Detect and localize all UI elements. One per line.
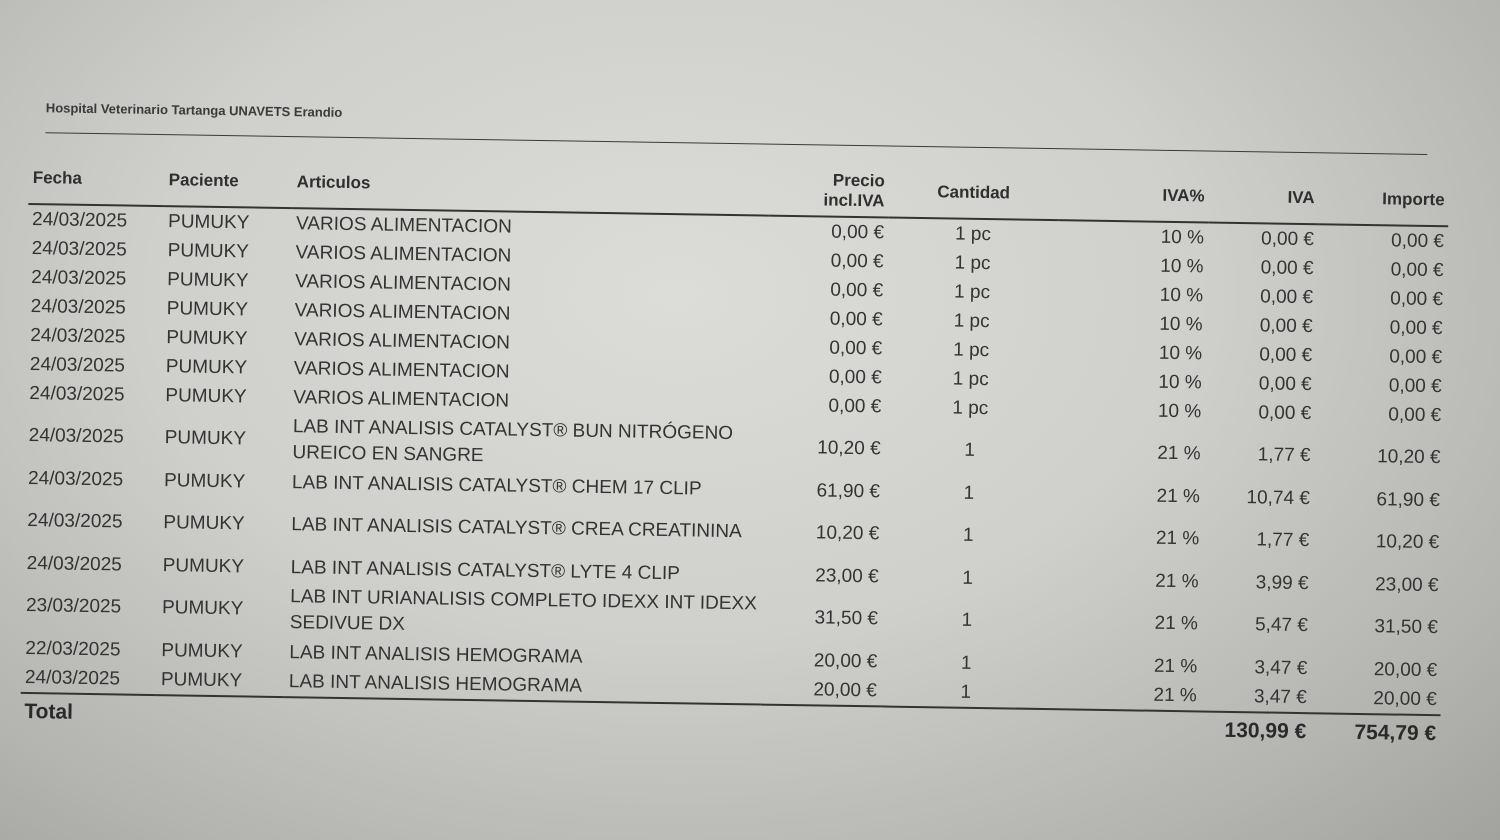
cell-iva: 0,00 € — [1258, 401, 1312, 424]
cell-iva-pct: 10 % — [1159, 284, 1204, 306]
cell-cantidad: 1 pc — [952, 368, 989, 390]
col-header-precio-line1: Precio — [832, 170, 885, 191]
cell-precio: 61,90 € — [816, 479, 881, 502]
cell-cantidad: 1 pc — [954, 223, 992, 245]
cell-precio: 0,00 € — [830, 250, 884, 272]
cell-iva-pct: 10 % — [1160, 226, 1205, 248]
clinic-name: Hospital Veterinario Tartanga UNAVETS Erandio — [45, 100, 343, 120]
cell-importe: 10,20 € — [1375, 531, 1440, 554]
cell-paciente: PUMUKY — [160, 668, 243, 691]
cell-cantidad: 1 pc — [953, 339, 990, 361]
cell-paciente: PUMUKY — [167, 210, 250, 233]
cell-iva-pct: 10 % — [1158, 342, 1203, 364]
cell-paciente: PUMUKY — [164, 427, 247, 450]
cell-iva: 0,00 € — [1259, 343, 1313, 366]
cell-cantidad: 1 — [960, 652, 972, 674]
cell-paciente: PUMUKY — [166, 297, 249, 320]
col-header-importe: Importe — [1318, 173, 1449, 226]
cell-precio: 0,00 € — [831, 221, 885, 243]
cell-importe: 61,90 € — [1376, 488, 1441, 511]
cell-paciente: PUMUKY — [163, 512, 245, 535]
cell-fecha: 24/03/2025 — [31, 208, 128, 232]
cell-paciente: PUMUKY — [163, 469, 246, 492]
col-header-cantidad: Cantidad — [888, 167, 1059, 221]
table-body — [21, 204, 1449, 715]
cell-articulo: LAB INT ANALISIS HEMOGRAMA — [288, 670, 583, 697]
col-header-iva-pct: IVA% — [1058, 169, 1209, 222]
cell-precio: 0,00 € — [829, 337, 883, 359]
cell-importe: 20,00 € — [1373, 687, 1437, 710]
cell-precio: 0,00 € — [829, 308, 883, 330]
cell-iva-pct: 10 % — [1157, 400, 1202, 422]
cell-iva-pct: 21 % — [1153, 655, 1198, 677]
cell-iva: 3,47 € — [1254, 656, 1308, 679]
cell-importe: 0,00 € — [1388, 374, 1442, 397]
cell-articulo: VARIOS ALIMENTACION — [293, 386, 510, 412]
cell-articulo: LAB INT URIANALISIS COMPLETO IDEXX INT IDEXX SEDIVUE DX — [289, 586, 758, 635]
cell-precio: 31,50 € — [814, 607, 879, 630]
cell-articulo: LAB INT ANALISIS CATALYST® CREA CREATININA — [291, 514, 742, 543]
cell-fecha: 24/03/2025 — [29, 353, 126, 377]
cell-importe: 0,00 € — [1390, 287, 1444, 310]
cell-iva: 0,00 € — [1260, 227, 1315, 250]
col-header-precio — [768, 165, 889, 218]
cell-cantidad: 1 — [961, 609, 973, 631]
cell-paciente: PUMUKY — [166, 326, 248, 349]
invoice-sheet — [20, 100, 1460, 752]
total-iva: 130,99 € — [1200, 711, 1311, 750]
cell-importe: 0,00 € — [1390, 229, 1445, 252]
cell-paciente: PUMUKY — [165, 384, 247, 407]
cell-paciente: PUMUKY — [162, 554, 245, 577]
cell-precio: 23,00 € — [815, 564, 879, 587]
col-header-articulos: Articulos — [292, 157, 769, 215]
cell-precio: 0,00 € — [828, 366, 882, 388]
cell-fecha: 24/03/2025 — [31, 266, 127, 290]
cell-fecha: 24/03/2025 — [28, 425, 124, 448]
cell-fecha: 22/03/2025 — [25, 637, 121, 660]
cell-fecha: 24/03/2025 — [31, 237, 127, 261]
cell-importe: 31,50 € — [1374, 616, 1439, 639]
cell-iva: 1,77 € — [1256, 529, 1310, 552]
cell-fecha: 23/03/2025 — [25, 595, 122, 618]
cell-cantidad: 1 pc — [952, 397, 989, 419]
cell-iva: 0,00 € — [1260, 285, 1314, 308]
cell-articulo: VARIOS ALIMENTACION — [294, 328, 511, 354]
invoice-table — [20, 153, 1449, 752]
cell-iva: 1,77 € — [1257, 444, 1311, 467]
cell-articulo: VARIOS ALIMENTACION — [295, 212, 512, 238]
cell-fecha: 24/03/2025 — [30, 295, 127, 319]
cell-importe: 0,00 € — [1389, 345, 1443, 368]
cell-fecha: 24/03/2025 — [29, 382, 125, 406]
cell-iva: 0,00 € — [1258, 372, 1312, 395]
cell-iva-pct: 10 % — [1160, 255, 1204, 277]
cell-precio: 20,00 € — [813, 678, 877, 701]
cell-importe: 0,00 € — [1388, 403, 1442, 426]
cell-fecha: 24/03/2025 — [30, 324, 126, 348]
cell-cantidad: 1 — [963, 482, 975, 504]
cell-fecha: 24/03/2025 — [26, 552, 122, 575]
cell-iva-pct: 21 % — [1153, 684, 1197, 706]
cell-articulo: VARIOS ALIMENTACION — [293, 357, 510, 383]
cell-fecha: 24/03/2025 — [27, 510, 123, 533]
cell-articulo: VARIOS ALIMENTACION — [294, 299, 511, 325]
cell-iva-pct: 21 % — [1154, 612, 1199, 635]
cell-fecha: 24/03/2025 — [24, 666, 121, 689]
cell-precio: 20,00 € — [813, 649, 878, 672]
cell-iva: 10,74 € — [1246, 486, 1311, 509]
cell-articulo: LAB INT ANALISIS CATALYST® LYTE 4 CLIP — [290, 556, 681, 584]
cell-articulo: VARIOS ALIMENTACION — [295, 270, 512, 296]
cell-cantidad: 1 pc — [953, 281, 991, 303]
cell-articulo: LAB INT ANALISIS HEMOGRAMA — [289, 641, 583, 668]
cell-paciente: PUMUKY — [161, 597, 244, 620]
cell-cantidad: 1 — [964, 439, 976, 461]
cell-iva-pct: 21 % — [1156, 485, 1201, 507]
cell-articulo: VARIOS ALIMENTACION — [295, 241, 512, 267]
col-header-fecha: Fecha — [28, 153, 165, 206]
cell-cantidad: 1 — [962, 567, 974, 589]
cell-articulo: LAB INT ANALISIS CATALYST® BUN NITRÓGENO UREICO EN SANGRE — [292, 416, 734, 467]
cell-cantidad: 1 — [960, 681, 972, 703]
cell-importe: 10,20 € — [1376, 446, 1441, 469]
cell-precio: 0,00 € — [828, 395, 882, 417]
total-importe: 754,79 € — [1310, 713, 1441, 752]
cell-importe: 0,00 € — [1390, 258, 1444, 281]
cell-importe: 0,00 € — [1389, 316, 1443, 339]
cell-iva: 3,99 € — [1255, 571, 1309, 594]
cell-iva: 5,47 € — [1254, 614, 1309, 637]
cell-cantidad: 1 pc — [953, 310, 990, 332]
cell-precio: 10,20 € — [815, 522, 880, 545]
cell-cantidad: 1 pc — [954, 252, 991, 274]
cell-iva: 3,47 € — [1253, 685, 1307, 708]
cell-iva: 0,00 € — [1260, 256, 1314, 279]
cell-iva-pct: 10 % — [1158, 371, 1202, 393]
cell-iva-pct: 10 % — [1159, 313, 1203, 335]
cell-precio: 10,20 € — [817, 437, 881, 460]
cell-importe: 20,00 € — [1373, 658, 1438, 681]
cell-articulo: LAB INT ANALISIS CATALYST® CHEM 17 CLIP — [291, 471, 702, 500]
cell-precio: 0,00 € — [830, 279, 884, 301]
cell-iva-pct: 21 % — [1155, 570, 1199, 592]
cell-paciente: PUMUKY — [161, 639, 243, 662]
col-header-iva: IVA — [1208, 172, 1319, 225]
cell-importe: 23,00 € — [1374, 573, 1439, 596]
cell-cantidad: 1 — [962, 524, 974, 546]
cell-fecha: 24/03/2025 — [27, 467, 124, 491]
col-header-paciente: Paciente — [164, 155, 293, 208]
col-header-precio-line2: incl.IVA — [823, 190, 885, 211]
cell-paciente: PUMUKY — [167, 268, 249, 291]
cell-iva-pct: 21 % — [1157, 442, 1201, 465]
cell-paciente: PUMUKY — [167, 239, 250, 262]
cell-iva: 0,00 € — [1259, 314, 1313, 337]
cell-iva-pct: 21 % — [1155, 527, 1200, 550]
cell-paciente: PUMUKY — [165, 355, 248, 378]
total-label: Total — [20, 693, 1200, 749]
